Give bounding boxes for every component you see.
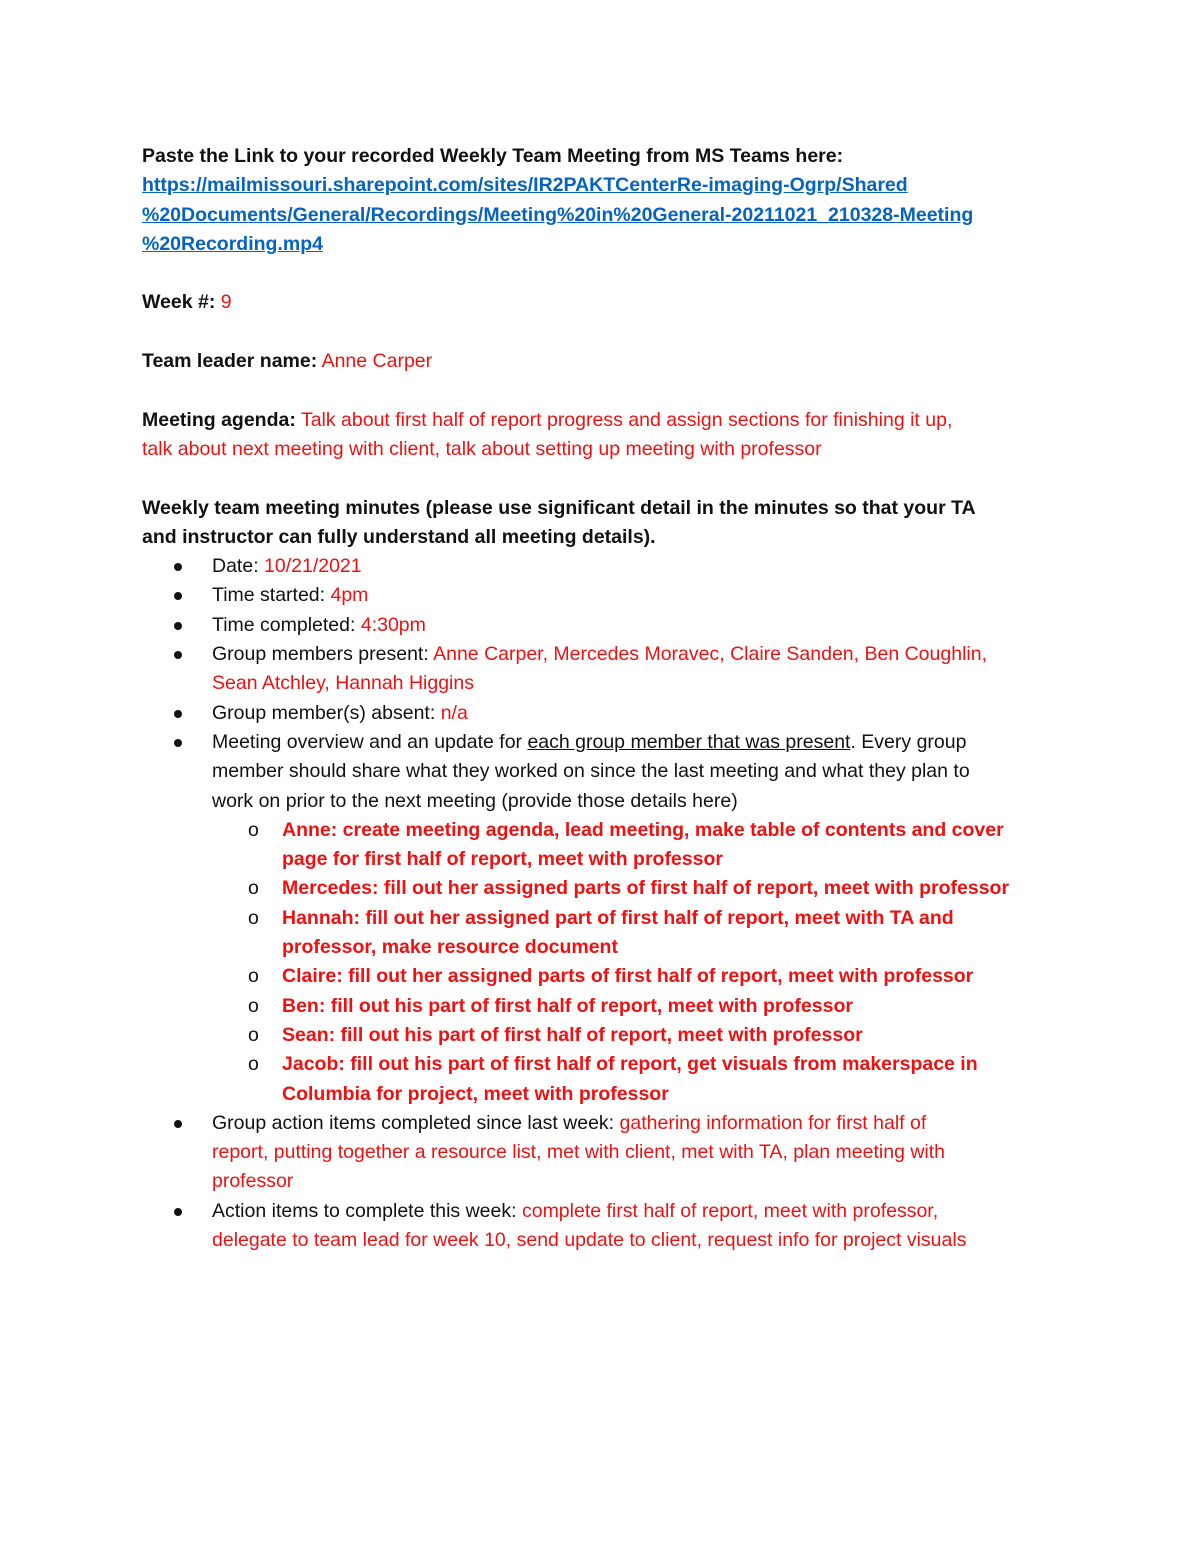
member-update-hannah xyxy=(212,904,1072,963)
team-leader-row xyxy=(142,347,1072,376)
update-hannah-line1: Hannah: fill out her assigned part of first half of report, meet with TA and xyxy=(282,906,954,929)
overview-pre: Meeting overview and an update for xyxy=(212,730,528,753)
update-jacob-line1: Jacob: fill out his part of first half of report, get visuals from makerspace in xyxy=(282,1053,978,1076)
team-leader-label: Team leader name: xyxy=(142,350,318,373)
week-label: Week #: xyxy=(142,291,216,314)
update-sean-line1: Sean: fill out his part of first half of report, meet with professor xyxy=(282,1023,863,1046)
todo-label: Action items to complete this week: xyxy=(212,1199,517,1222)
member-update-anne xyxy=(212,816,1072,875)
members-present-line1: Anne Carper, Mercedes Moravec, Claire Sanden, Ben Coughlin, xyxy=(433,643,987,666)
members-present-label: Group members present: xyxy=(212,643,429,666)
member-update-claire xyxy=(212,962,1072,991)
completed-label: Group action items completed since last week: xyxy=(212,1111,615,1134)
agenda-text-line1: Talk about first half of report progress and assign sections for finishing it up, xyxy=(300,408,953,431)
member-update-ben xyxy=(212,992,1072,1021)
member-update-jacob xyxy=(212,1050,1072,1109)
overview-underlined: each group member that was present xyxy=(527,730,851,753)
members-absent-label: Group member(s) absent: xyxy=(212,701,436,724)
document-content xyxy=(142,142,1072,1255)
completed-line3: professor xyxy=(212,1170,294,1193)
time-completed-label: Time completed: xyxy=(212,613,356,636)
member-update-mercedes xyxy=(212,874,1072,903)
members-absent-value: n/a xyxy=(440,701,468,724)
time-started-item xyxy=(142,581,1072,610)
agenda-label: Meeting agenda: xyxy=(142,408,296,431)
paste-link-label: Paste the Link to your recorded Weekly Team Meeting from MS Teams here: xyxy=(142,145,844,167)
todo-line2: delegate to team lead for week 10, send update to client, request info for project visuals xyxy=(212,1228,967,1251)
members-absent-item xyxy=(142,699,1072,728)
overview-line3: work on prior to the next meeting (provide those details here) xyxy=(212,789,738,812)
agenda-row xyxy=(142,406,1072,435)
time-started-label: Time started: xyxy=(212,584,326,607)
completed-line2: report, putting together a resource list, met with client, met with TA, plan meeting with xyxy=(212,1141,946,1164)
completed-items-item xyxy=(142,1109,1072,1197)
todo-line1: complete first half of report, meet with professor, xyxy=(521,1199,939,1222)
minutes-heading-line1: Weekly team meeting minutes (please use significant detail in the minutes so that your TA xyxy=(142,496,976,519)
members-present-line2: Sean Atchley, Hannah Higgins xyxy=(212,672,474,695)
minutes-list xyxy=(142,552,1072,1255)
time-completed-item xyxy=(142,611,1072,640)
member-updates-list xyxy=(212,816,1072,1109)
meeting-overview-item xyxy=(142,728,1072,1109)
team-leader-value: Anne Carper xyxy=(321,350,433,373)
update-mercedes-line1: Mercedes: fill out her assigned parts of first half of report, meet with professor xyxy=(282,877,1010,900)
date-value: 10/21/2021 xyxy=(264,555,362,578)
agenda-text-line2: talk about next meeting with client, talk about setting up meeting with professor xyxy=(142,437,822,460)
time-completed-value: 4:30pm xyxy=(360,613,426,636)
recording-link-line3[interactable]: %20Recording.mp4 xyxy=(142,232,323,255)
date-label: Date: xyxy=(212,555,259,578)
update-jacob-line2: Columbia for project, meet with professor xyxy=(282,1082,669,1105)
time-started-value: 4pm xyxy=(330,584,369,607)
update-claire-line1: Claire: fill out her assigned parts of first half of report, meet with professor xyxy=(282,965,974,988)
completed-line1: gathering information for first half of xyxy=(619,1111,927,1134)
update-anne-line1: Anne: create meeting agenda, lead meeting, make table of contents and cover xyxy=(282,818,1004,841)
update-hannah-line2: professor, make resource document xyxy=(282,936,618,959)
recording-link[interactable] xyxy=(142,171,1072,200)
week-row xyxy=(142,288,1072,317)
recording-link-line2[interactable]: %20Documents/General/Recordings/Meeting%20in%20General-20211021_210328-Meeting xyxy=(142,203,974,226)
overview-post: . Every group xyxy=(850,730,967,753)
members-present-item xyxy=(142,640,1072,699)
todo-items-item xyxy=(142,1197,1072,1256)
recording-link-line1[interactable]: https://mailmissouri.sharepoint.com/sites/IR2PAKTCenterRe-imaging-Ogrp/Shared xyxy=(142,174,908,197)
date-item xyxy=(142,552,1072,581)
member-update-sean xyxy=(212,1021,1072,1050)
update-ben-line1: Ben: fill out his part of first half of report, meet with professor xyxy=(282,994,853,1017)
minutes-heading-line2: and instructor can fully understand all meeting details). xyxy=(142,525,656,548)
update-anne-line2: page for first half of report, meet with professor xyxy=(282,848,723,871)
overview-line2: member should share what they worked on since the last meeting and what they plan to xyxy=(212,760,970,783)
week-value: 9 xyxy=(220,291,232,314)
